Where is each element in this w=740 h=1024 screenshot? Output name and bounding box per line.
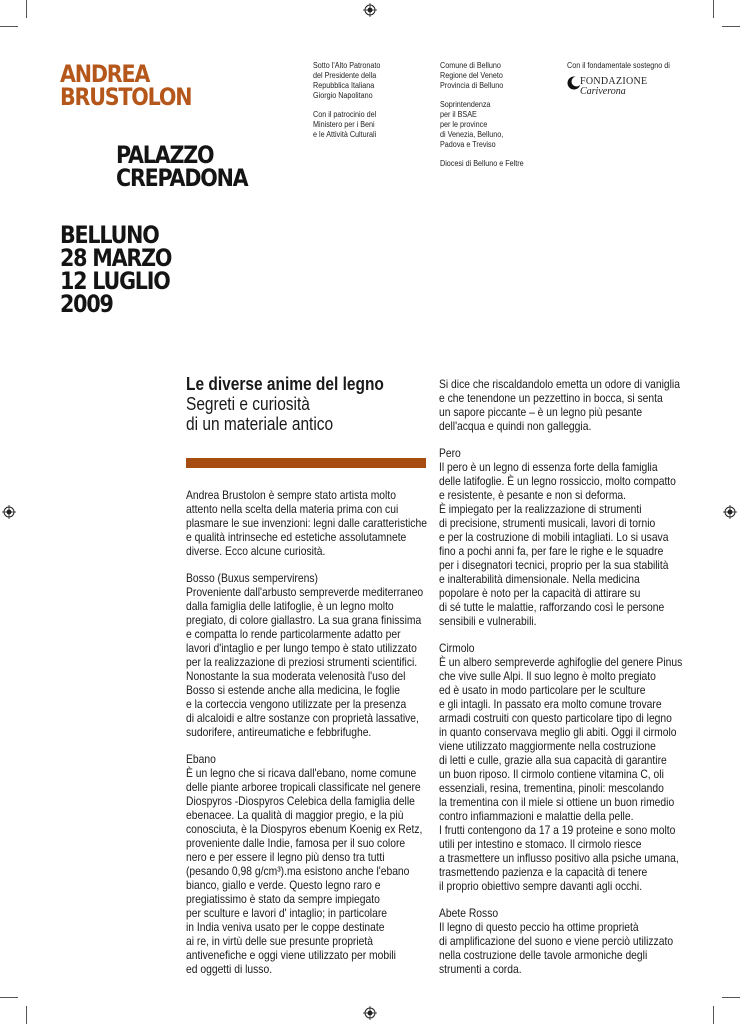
credits-line: Soprintendenza [440,100,491,109]
crop-mark-bottom-right-h [722,997,740,998]
body-text-line: a trasmettere un influsso positivo alla psiche umana, [439,851,679,865]
body-text-line: e la corteccia vengono utilizzate per la presenza [186,697,407,711]
body-text-line: di sé tutte le malattie, rafforzando così le persone [439,600,665,614]
body-text-line: nero e per essere il legno più denso tra tutti [186,850,385,864]
article-subtitle-line: di un materiale antico [186,414,334,434]
body-text-line: pregiato, di colore giallastro. La sua grana finissima [186,613,422,627]
artist-name-line: ANDREA [60,60,150,88]
body-text-line: essenziali, resina, trementina, pinoli: mescolando [439,781,664,795]
body-text-line: Bosso si estende anche alla medicina, le foglie [186,683,400,697]
body-text-line: Diospyros -Diospyros Celebica della famiglia delle [186,794,415,808]
crop-mark-bottom-left-h [0,997,18,998]
credits-line: Padova e Treviso [440,140,496,149]
body-text-line: trasmettendo pazienza e la capacità di tenere [439,865,648,879]
body-text-line: e che tenendone un pezzettino in bocca, si senta [439,391,663,405]
article-title-block [186,374,384,434]
body-text-line: (pesando 0,98 g/cm³).ma esistono anche l'ebano [186,864,410,878]
dates-line: 28 MARZO [60,244,172,272]
registration-mark-right-icon [723,505,737,519]
credits-line: Diocesi di Belluno e Feltre [440,159,524,168]
body-text-line: delle latifoglie. È un legno rossiccio, molto compatto [439,474,676,488]
body-text-line: ed è usato in modo particolare per le sculture [439,683,646,697]
body-text-line: lavori d'intaglio e per lungo tempo è stato utilizzato [186,641,417,655]
body-text-line: dalla famiglia delle latifoglie, è un legno molto [186,599,394,613]
credits-line: Repubblica Italiana [313,81,375,90]
body-text-line: sensibili e vulnerabili. [439,614,537,628]
article-column-left [186,488,427,976]
body-text-line: bianco, giallo e verde. Questo legno raro e [186,878,381,892]
credits-line: Comune di Belluno [440,61,501,70]
dates-line: 2009 [60,290,113,318]
body-text-line: e per la costruzione di mobili intagliati. Lo si usava [439,530,669,544]
body-text-line: attento nella scelta della materia prima con cui [186,502,399,516]
sponsor-credits [567,61,670,71]
venue-name [116,141,248,192]
body-text-line: È un legno che si ricava dall'ebano, nome comune [186,766,417,780]
credits-spacer [440,150,524,159]
credits-line: Regione del Veneto [440,71,503,80]
credits-line: Con il patrocinio del [313,110,377,119]
article-title: Le diverse anime del legno [186,374,384,394]
body-text-line: e compatta lo rende particolarmente adatto per [186,627,401,641]
crescent-moon-icon [567,76,581,90]
credits-line: Provincia di Belluno [440,81,504,90]
artist-name [60,60,192,111]
credits-spacer [440,91,524,100]
body-text-line: e gli intagli. In passato era molto comune trovare [439,697,662,711]
exhibition-dates [60,221,172,318]
body-text-line: armadi costruiti con questo particolare tipo di legno [439,711,672,725]
body-text-line: e qualità intrinseche ed estetiche assolutamnete [186,530,407,544]
credits-line: Sotto l'Alto Patronato [313,61,381,70]
body-text-line: il proprio obiettivo sempre davanti agli occhi. [439,879,643,893]
section-heading: Abete Rosso [439,906,499,920]
venue-name-line: CREPADONA [116,164,248,192]
institutions-credits [440,61,524,169]
article-subtitle-line: Segreti e curiosità [186,394,310,414]
crop-mark-top-left-h [0,26,18,27]
body-text-line: in quanto conservava meglio gli abiti. Oggi il cirmolo [439,725,677,739]
section-heading: Ebano [186,752,216,766]
credits-line: per il BSAE [440,110,477,119]
section-heading: Cirmolo [439,641,475,655]
body-text-line: viene utilizzato maggiormente nella costruzione [439,739,656,753]
credits-line: Ministero per i Beni [313,120,375,129]
body-text-line: Nonostante la sua moderata velenosità l'uso del [186,669,406,683]
dates-line: BELLUNO [60,221,159,249]
body-text-line: ed oggetti di lusso. [186,962,273,976]
article-column-right [439,377,682,976]
body-text-line: di amplificazione del suono e viene perciò utilizzato [439,934,674,948]
credits-line: e le Attività Culturali [313,130,377,139]
venue-name-line: PALAZZO [116,141,214,169]
crop-mark-bottom-right-v [713,1006,714,1024]
body-text-line: la trementina con il miele si ottiene un buon rimedio [439,795,675,809]
body-text-line: È impiegato per la realizzazione di strumenti [439,502,642,516]
registration-mark-top-icon [363,3,377,17]
body-text-line: delle piante arboree tropicali classificate nel genere [186,780,421,794]
body-text-line: contro infiammazioni e malattie della pelle. [439,809,634,823]
crop-mark-bottom-left-v [26,1006,27,1024]
credits-spacer [313,101,380,110]
body-text-line: È un albero sempreverde aghifoglie del genere Pinus [439,655,683,669]
body-text-line: I frutti contengono da 17 a 19 proteine e sono molto [439,823,676,837]
fondazione-cariverona-logo [567,74,687,98]
crop-mark-top-right-v [713,0,714,18]
artist-name-line: BRUSTOLON [60,83,192,111]
body-text-line: Andrea Brustolon è sempre stato artista molto [186,488,396,502]
body-text-line: che vive sulle Alpi. Il suo legno è molto pregiato [439,669,656,683]
registration-mark-left-icon [2,505,16,519]
body-text-line: per sculture e lavori d' intaglio; in particolare [186,906,388,920]
body-text-line: per la realizzazione di preziosi strumenti scientifici. [186,655,418,669]
dates-line: 12 LUGLIO [60,267,170,295]
credits-line: per le province [440,120,488,129]
credits-line: di Venezia, Belluno, [440,130,504,139]
credits-line: Con il fondamentale sostegno di [567,61,670,70]
logo-subtitle: Cariverona [580,86,626,97]
body-text-line: ai re, in virtù delle sue presunte proprietà [186,934,374,948]
body-text-line: conosciuta, è la Diospyros ebenum Koenig ex Retz, [186,822,423,836]
body-text-line: utili per intestino e stomaco. Il cirmolo riesce [439,837,642,851]
body-text-line: in India veniva usato per le coppe destinate [186,920,385,934]
body-text-line: di letti e culle, grazie alla sua capacità di garantire [439,753,667,767]
registration-mark-bottom-icon [363,1006,377,1020]
crop-mark-top-left-v [26,0,27,18]
body-text-line: ebenacee. La qualità di maggior pregio, e la più [186,808,404,822]
body-text-line: pregiatissimo è stato da sempre impiegato [186,892,380,906]
section-heading: Pero [439,446,461,460]
body-text-line: strumenti a corda. [439,962,522,976]
body-text-line: Il pero è un legno di essenza forte della famiglia [439,460,658,474]
body-text-line: plasmare le sue invenzioni: legni dalle caratteristiche [186,516,427,530]
logo-name: FONDAZIONE [580,76,648,87]
body-text-line: un sapore piccante – è un legno più pesante [439,405,643,419]
body-text-line: di precisione, strumenti musicali, lavori di tornio [439,516,656,530]
section-heading: Bosso (Buxus sempervirens) [186,571,318,585]
body-text-line: diverse. Ecco alcune curiosità. [186,544,326,558]
body-text-line: e inalterabilità dimensionale. Nella medicina [439,572,640,586]
credits-line: del Presidente della [313,71,377,80]
title-divider-bar [186,458,426,468]
body-text-line: proveniente dalle Indie, famosa per il suo colore [186,836,406,850]
patronage-credits [313,61,380,140]
body-text-line: Si dice che riscaldandolo emetta un odore di vaniglia [439,377,680,391]
body-text-line: e resistente, è pesante e non si deforma. [439,488,627,502]
body-text-line: di alcaloidi e altre sostanze con proprietà lassative, [186,711,419,725]
body-text-line: dell'acqua e quindi non galleggia. [439,419,592,433]
body-text-line: antivenefiche e oggi viene utilizzato per mobili [186,948,396,962]
body-text-line: Il legno di questo peccio ha ottime proprietà [439,920,639,934]
body-text-line: Proveniente dall'arbusto sempreverde mediterraneo [186,585,424,599]
body-text-line: popolare è noto per la capacità di attirare su [439,586,641,600]
body-text-line: fino a pochi anni fa, per fare le righe e le squadre [439,544,664,558]
body-text-line: sudorifere, antireumatiche e febbrifughe. [186,725,372,739]
body-text-line: per i disegnatori tecnici, proprio per la sua stabilità [439,558,669,572]
crop-mark-top-right-h [722,26,740,27]
body-text-line: un buon riposo. Il cirmolo contiene vitamina C, oli [439,767,664,781]
credits-line: Giorgio Napolitano [313,91,373,100]
body-text-line: nella costruzione delle tavole armoniche degli [439,948,648,962]
